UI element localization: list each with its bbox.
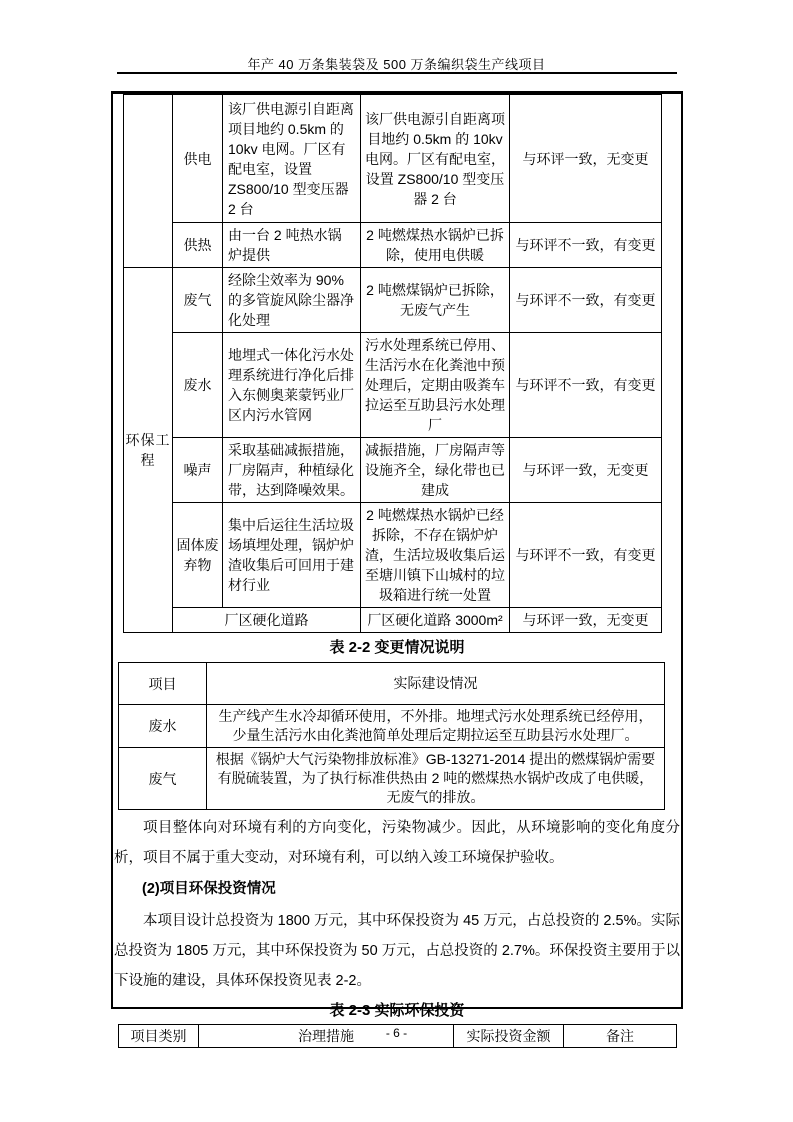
actual-content-cell: 厂区硬化道路 3000m² xyxy=(361,608,510,633)
table-header-row xyxy=(119,663,665,705)
actual-content-cell: 污水处理系统已停用、生活污水在化粪池中预处理后，定期由吸粪车拉运至互助县污水处理厂 xyxy=(361,333,510,438)
table-2-3-title: 表 2-3 实际环保投资 xyxy=(329,1002,465,1019)
actual-content-cell: 2 吨燃煤热水锅炉已经拆除，不存在锅炉炉渣，生活垃圾收集后运至塘川镇下山城村的垃圾箱进行统一处置 xyxy=(361,503,510,608)
row-label: 废水 xyxy=(173,333,223,438)
row-label: 固体废弃物 xyxy=(173,503,223,608)
section-heading-investment: (2)项目环保投资情况 xyxy=(142,881,276,897)
section-cell-empty xyxy=(124,95,173,268)
actual-content-cell: 2 吨燃煤锅炉已拆除，无废气产生 xyxy=(361,268,510,333)
conclusion-cell: 与环评一致，无变更 xyxy=(510,608,662,633)
column-header: 项目类别 xyxy=(119,1025,199,1048)
header-rule xyxy=(117,72,677,74)
column-header: 项目 xyxy=(119,663,207,705)
table-row xyxy=(124,223,662,268)
column-header: 备注 xyxy=(564,1025,677,1048)
row-label: 废气 xyxy=(119,748,207,810)
conclusion-cell: 与环评不一致，有变更 xyxy=(510,333,662,438)
row-label: 供热 xyxy=(173,223,223,268)
table-row xyxy=(124,438,662,503)
investment-paragraph: 本项目设计总投资为 1800 万元，其中环保投资为 45 万元，占总投资的 2.5%。实际总投资为 1805 万元，其中环保投资为 50 万元，占总投资的 2.7%。环保投资主要用于以下设施的建设，具体环保投资见表 2-2。 xyxy=(114,913,680,989)
column-header: 治理措施 xyxy=(199,1025,454,1048)
table-row xyxy=(124,268,662,333)
eia-content-cell: 地埋式一体化污水处理系统进行净化后排入东侧奥莱蒙钙业厂区内污水管网 xyxy=(223,333,361,438)
change-description-table xyxy=(118,662,665,810)
eia-content-cell: 集中后运往生活垃圾场填埋处理，锅炉炉渣收集后可回用于建材行业 xyxy=(223,503,361,608)
table-row xyxy=(124,333,662,438)
road-label-cell: 厂区硬化道路 xyxy=(173,608,361,633)
actual-content-cell: 该厂供电源引自距离项目地约 0.5km 的 10kv 电网。厂区有配电室，设置 ZS800/10 型变压器 2 台 xyxy=(361,95,510,223)
page-number: - 6 - xyxy=(385,1026,408,1040)
eia-content-cell: 经除尘效率为 90%的多管旋风除尘器净化处理 xyxy=(223,268,361,333)
table-row xyxy=(124,503,662,608)
table-row xyxy=(119,748,665,810)
row-content: 生产线产生水冷却循环使用，不外排。地埋式污水处理系统已经停用，少量生活污水由化粪池简单处理后定期拉运至互助县污水处理厂。 xyxy=(207,705,665,748)
conclusion-paragraph: 项目整体向对环境有利的方向变化，污染物减少。因此，从环境影响的变化角度分析，项目不属于重大变动，对环境有利，可以纳入竣工环境保护验收。 xyxy=(114,820,680,866)
table-2-2-title: 表 2-2 变更情况说明 xyxy=(329,639,465,656)
conclusion-cell: 与环评一致，无变更 xyxy=(510,95,662,223)
conclusion-cell: 与环评不一致，有变更 xyxy=(510,503,662,608)
row-label: 噪声 xyxy=(173,438,223,503)
row-label: 供电 xyxy=(173,95,223,223)
conclusion-cell: 与环评不一致，有变更 xyxy=(510,223,662,268)
content-frame xyxy=(111,91,683,1044)
table-row xyxy=(124,608,662,633)
column-header: 实际建设情况 xyxy=(207,663,665,705)
conclusion-cell: 与环评不一致，有变更 xyxy=(510,268,662,333)
eia-content-cell: 该厂供电源引自距离项目地约 0.5km 的 10kv 电网。厂区有配电室，设置 ZS800/10 型变压器 2 台 xyxy=(223,95,361,223)
row-content: 根据《锅炉大气污染物排放标准》GB-13271-2014 提出的燃煤锅炉需要有脱硫装置，为了执行标准供热由 2 吨的燃煤热水锅炉改成了电供暖，无废气的排放。 xyxy=(207,748,665,810)
eia-content-cell: 采取基础减振措施，厂房隔声，种植绿化带，达到降噪效果。 xyxy=(223,438,361,503)
table-row xyxy=(119,705,665,748)
actual-content-cell: 2 吨燃煤热水锅炉已拆除，使用电供暖 xyxy=(361,223,510,268)
row-label: 废气 xyxy=(173,268,223,333)
eia-content-cell: 由一台 2 吨热水锅炉提供 xyxy=(223,223,361,268)
header-title: 年产 40 万条集装袋及 500 万条编织袋生产线项目 xyxy=(247,57,546,72)
column-header: 实际投资金额 xyxy=(454,1025,564,1048)
table-row xyxy=(124,95,662,223)
utilities-env-table xyxy=(123,94,662,633)
row-label: 废水 xyxy=(119,705,207,748)
section-cell-env-works: 环保工程 xyxy=(124,268,173,633)
actual-content-cell: 减振措施，厂房隔声等设施齐全，绿化带也已建成 xyxy=(361,438,510,503)
conclusion-cell: 与环评一致，无变更 xyxy=(510,438,662,503)
